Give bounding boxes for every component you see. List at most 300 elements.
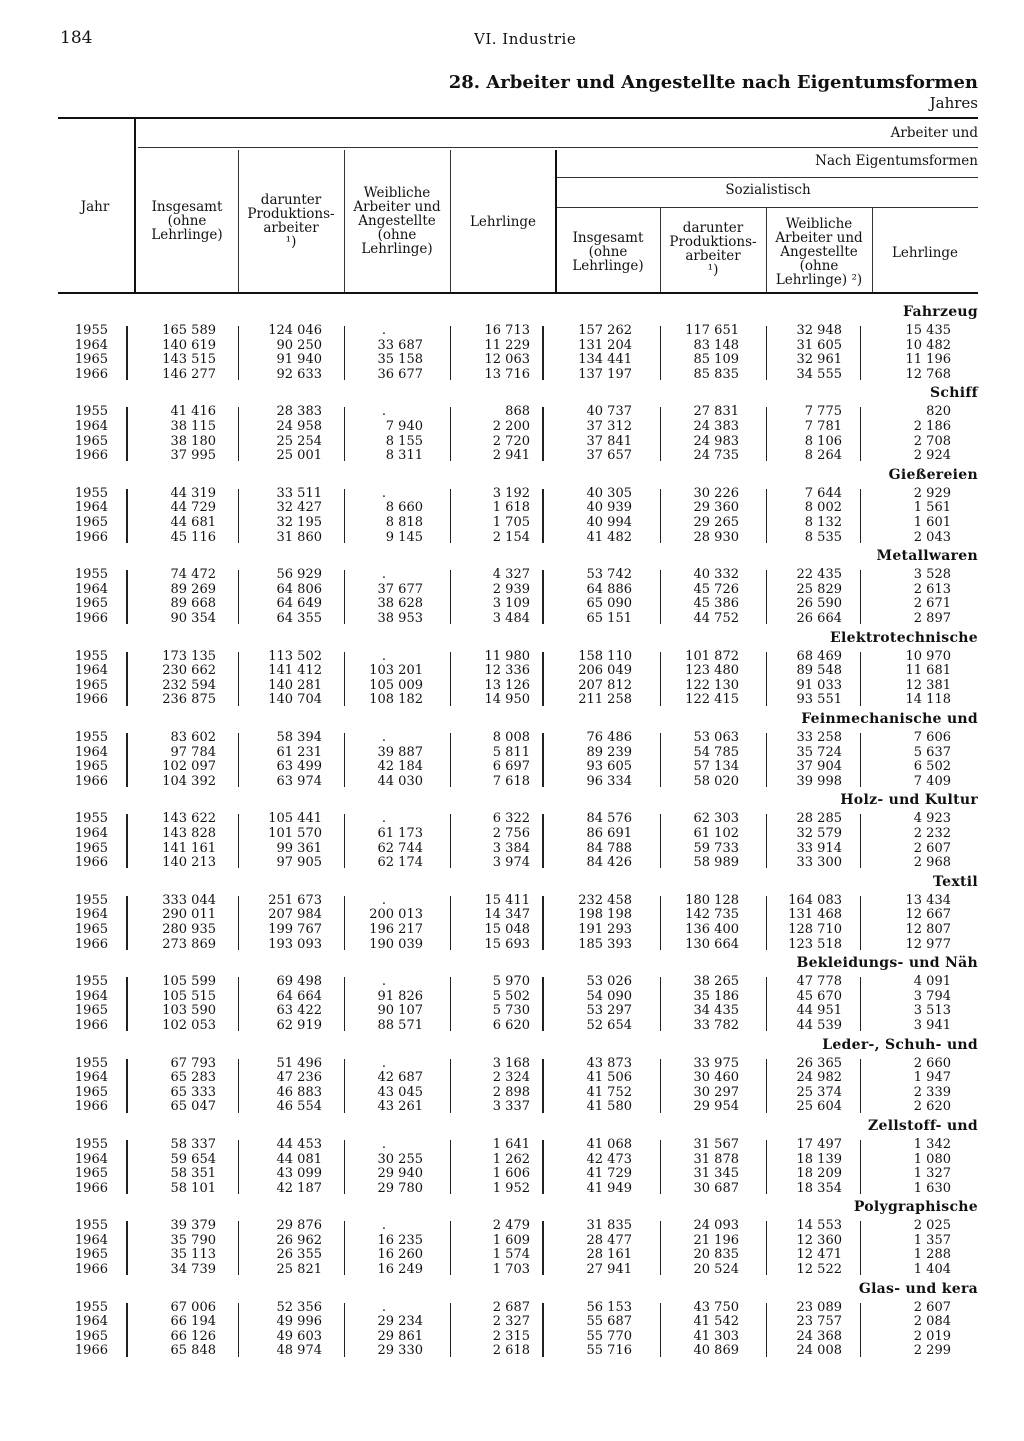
value-cell: 44 681 [170, 514, 216, 530]
value-cell: 2 327 [492, 1314, 530, 1330]
category-label: Polygraphische [853, 1199, 978, 1216]
value-cell: 53 297 [586, 1003, 632, 1019]
value-cell: 61 173 [377, 825, 423, 841]
category-label: Gießereien [888, 466, 978, 483]
value-cell: 8 155 [385, 433, 423, 449]
column-rule [450, 814, 451, 868]
value-cell: 232 594 [162, 677, 216, 693]
value-cell: 12 360 [796, 1232, 842, 1248]
value-cell: 24 983 [693, 433, 739, 449]
group-rule-2 [556, 177, 978, 178]
value-cell: 21 196 [693, 1232, 739, 1248]
value-cell: 128 710 [788, 921, 842, 937]
value-cell: 56 929 [276, 567, 322, 583]
value-cell: 4 091 [913, 974, 951, 990]
value-cell: 20 835 [693, 1247, 739, 1263]
value-cell: 868 [505, 404, 530, 420]
value-cell: 97 784 [170, 744, 216, 760]
value-cell: 89 548 [796, 663, 842, 679]
value-cell: 91 033 [796, 677, 842, 693]
column-rule [660, 733, 661, 787]
value-cell: 89 668 [170, 596, 216, 612]
column-rule [344, 896, 345, 950]
value-cell: 2 968 [913, 855, 951, 871]
value-cell: 40 737 [586, 404, 632, 420]
category-label: Schiff [930, 385, 978, 402]
value-cell: 32 961 [796, 352, 842, 368]
value-cell: 20 524 [693, 1262, 739, 1278]
table-row [0, 434, 1024, 449]
value-cell: 39 998 [796, 773, 842, 789]
value-cell: . [381, 892, 387, 908]
page-number: 184 [60, 28, 93, 48]
column-rule [660, 1059, 661, 1113]
value-cell: 28 383 [276, 404, 322, 420]
value-cell: 28 285 [796, 811, 842, 827]
value-cell: 2 154 [492, 529, 530, 545]
value-cell: 29 780 [377, 1180, 423, 1196]
column-rule [238, 1059, 239, 1113]
column-rule [344, 326, 345, 380]
year-cell: 1966 [74, 1262, 108, 1278]
table-row [0, 596, 1024, 611]
value-cell: 34 739 [170, 1262, 216, 1278]
value-cell: 97 905 [276, 855, 322, 871]
year-cell: 1966 [74, 773, 108, 789]
value-cell: 105 515 [162, 988, 216, 1004]
value-cell: 1 952 [492, 1180, 530, 1196]
year-cell: 1965 [74, 677, 108, 693]
value-cell: 37 312 [586, 418, 632, 434]
table-title: 28. Arbeiter und Angestellte nach Eigentumsformen [448, 72, 978, 93]
value-cell: 48 974 [276, 1343, 322, 1359]
column-rule [660, 489, 661, 543]
table-row [0, 338, 1024, 353]
value-cell: 67 006 [170, 1299, 216, 1315]
year-cell: 1964 [74, 988, 108, 1004]
value-cell: 207 984 [268, 907, 322, 923]
table-row [0, 730, 1024, 745]
year-cell: 1965 [74, 596, 108, 612]
year-cell: 1955 [74, 1218, 108, 1234]
value-cell: 191 293 [578, 921, 632, 937]
column-rule [126, 1140, 128, 1194]
table-subtitle: Jahres [929, 94, 978, 112]
value-cell: 67 793 [170, 1055, 216, 1071]
value-cell: 10 970 [905, 648, 951, 664]
year-cell: 1966 [74, 1099, 108, 1115]
col-divider-2 [344, 150, 345, 292]
value-cell: 34 435 [693, 1003, 739, 1019]
table-row [0, 937, 1024, 952]
header-socialist-group: Sozialistisch [725, 182, 811, 198]
value-cell: 83 148 [693, 337, 739, 353]
value-cell: 164 083 [788, 892, 842, 908]
value-cell: 53 026 [586, 974, 632, 990]
year-cell: 1955 [74, 1055, 108, 1071]
value-cell: 45 670 [796, 988, 842, 1004]
value-cell: 28 477 [586, 1232, 632, 1248]
column-rule [766, 1059, 767, 1113]
column-rule [766, 896, 767, 950]
value-cell: 2 687 [492, 1299, 530, 1315]
column-rule [860, 1303, 861, 1357]
column-rule [766, 1221, 767, 1275]
column-rule [542, 1221, 544, 1275]
column-rule [660, 1140, 661, 1194]
value-cell: 64 355 [276, 610, 322, 626]
table-row [0, 759, 1024, 774]
value-cell: 7 940 [385, 418, 423, 434]
table-row [0, 1300, 1024, 1315]
value-cell: 140 619 [162, 337, 216, 353]
value-cell: 16 260 [377, 1247, 423, 1263]
value-cell: 6 502 [913, 759, 951, 775]
table-row [0, 1166, 1024, 1181]
value-cell: 16 713 [484, 323, 530, 338]
year-cell: 1965 [74, 352, 108, 368]
value-cell: 32 195 [276, 514, 322, 530]
value-cell: 1 703 [492, 1262, 530, 1278]
value-cell: 40 869 [693, 1343, 739, 1359]
value-cell: 230 662 [162, 663, 216, 679]
table-row [0, 567, 1024, 582]
value-cell: 35 186 [693, 988, 739, 1004]
value-cell: 2 939 [492, 581, 530, 597]
value-cell: 38 115 [170, 418, 216, 434]
table-row [0, 1314, 1024, 1329]
column-rule [860, 733, 861, 787]
value-cell: 32 427 [276, 500, 322, 516]
value-cell: . [381, 404, 387, 420]
column-rule [766, 814, 767, 868]
value-cell: . [381, 811, 387, 827]
table-row [0, 582, 1024, 597]
table-row [0, 826, 1024, 841]
table-row [0, 1085, 1024, 1100]
value-cell: 136 400 [685, 921, 739, 937]
value-cell: 33 782 [693, 1017, 739, 1033]
value-cell: 37 841 [586, 433, 632, 449]
table-row [0, 486, 1024, 501]
year-cell: 1965 [74, 514, 108, 530]
column-rule [660, 896, 661, 950]
value-cell: 42 184 [377, 759, 423, 775]
value-cell: 3 192 [492, 485, 530, 501]
value-cell: 37 677 [377, 581, 423, 597]
value-cell: 62 744 [377, 840, 423, 856]
value-cell: 251 673 [268, 892, 322, 908]
value-cell: 55 716 [586, 1343, 632, 1359]
value-cell: 207 812 [578, 677, 632, 693]
value-cell: 58 020 [693, 773, 739, 789]
value-cell: 76 486 [586, 729, 632, 745]
column-rule [450, 1059, 451, 1113]
value-cell: 31 860 [276, 529, 322, 545]
header-year: Jahr [80, 199, 110, 215]
value-cell: 31 605 [796, 337, 842, 353]
year-cell: 1964 [74, 744, 108, 760]
value-cell: . [381, 1218, 387, 1234]
value-cell: 25 001 [276, 448, 322, 464]
value-cell: 11 980 [484, 648, 530, 664]
value-cell: 7 618 [492, 773, 530, 789]
column-rule [450, 570, 451, 624]
column-rule [344, 1303, 345, 1357]
header-col-total: Insgesamt (ohne Lehrlinge) [151, 199, 223, 243]
value-cell: 84 426 [586, 855, 632, 871]
year-cell: 1964 [74, 581, 108, 597]
value-cell: 3 528 [913, 567, 951, 583]
value-cell: 49 603 [276, 1328, 322, 1344]
table-row [0, 1343, 1024, 1358]
value-cell: 200 013 [369, 907, 423, 923]
value-cell: 12 471 [796, 1247, 842, 1263]
value-cell: 14 118 [905, 692, 951, 708]
value-cell: 43 045 [377, 1084, 423, 1100]
table-row [0, 745, 1024, 760]
value-cell: 7 409 [913, 773, 951, 789]
value-cell: 211 258 [578, 692, 632, 708]
year-cell: 1955 [74, 729, 108, 745]
year-cell: 1966 [74, 1343, 108, 1359]
value-cell: 53 063 [693, 729, 739, 745]
value-cell: 44 319 [170, 485, 216, 501]
value-cell: 2 084 [913, 1314, 951, 1330]
value-cell: 2 756 [492, 825, 530, 841]
value-cell: 4 923 [913, 811, 951, 827]
column-rule [344, 814, 345, 868]
column-rule [344, 1221, 345, 1275]
table-group [0, 544, 1024, 625]
column-rule [238, 1221, 239, 1275]
year-cell: 1964 [74, 1314, 108, 1330]
value-cell: 2 924 [913, 448, 951, 464]
column-rule [542, 326, 544, 380]
year-cell: 1965 [74, 759, 108, 775]
value-cell: 41 482 [586, 529, 632, 545]
value-cell: 93 605 [586, 759, 632, 775]
column-rule [542, 733, 544, 787]
value-cell: 333 044 [162, 892, 216, 908]
value-cell: 3 337 [492, 1099, 530, 1115]
column-rule [542, 652, 544, 706]
year-cell: 1966 [74, 448, 108, 464]
value-cell: 35 790 [170, 1232, 216, 1248]
column-rule [238, 814, 239, 868]
value-cell: 65 047 [170, 1099, 216, 1115]
value-cell: 3 109 [492, 596, 530, 612]
table-row [0, 1070, 1024, 1085]
header-bottom-rule [58, 292, 978, 294]
value-cell: 28 930 [693, 529, 739, 545]
value-cell: 101 872 [685, 648, 739, 664]
value-cell: 52 654 [586, 1017, 632, 1033]
value-cell: 58 101 [170, 1180, 216, 1196]
column-rule [238, 977, 239, 1031]
value-cell: 64 664 [276, 988, 322, 1004]
value-cell: 41 752 [586, 1084, 632, 1100]
header-col-soc-production: darunter Produktions- arbeiter ¹) [669, 220, 757, 278]
value-cell: 102 097 [162, 759, 216, 775]
value-cell: 290 011 [162, 907, 216, 923]
year-cell: 1966 [74, 610, 108, 626]
column-rule [344, 407, 345, 461]
value-cell: 9 145 [385, 529, 423, 545]
value-cell: 1 606 [492, 1166, 530, 1182]
table-group [0, 870, 1024, 951]
value-cell: 3 513 [913, 1003, 951, 1019]
value-cell: 84 788 [586, 840, 632, 856]
year-cell: 1964 [74, 418, 108, 434]
value-cell: 1 080 [913, 1151, 951, 1167]
value-cell: 65 333 [170, 1084, 216, 1100]
column-rule [860, 489, 861, 543]
value-cell: 85 109 [693, 352, 739, 368]
column-rule [766, 489, 767, 543]
value-cell: 24 982 [796, 1070, 842, 1086]
column-rule [344, 977, 345, 1031]
value-cell: 206 049 [578, 663, 632, 679]
value-cell: 18 354 [796, 1180, 842, 1196]
column-rule [238, 489, 239, 543]
value-cell: 58 351 [170, 1166, 216, 1182]
value-cell: 65 090 [586, 596, 632, 612]
value-cell: 7 606 [913, 729, 951, 745]
value-cell: 1 327 [913, 1166, 951, 1182]
value-cell: 11 229 [484, 337, 530, 353]
value-cell: 43 750 [693, 1299, 739, 1315]
value-cell: 49 996 [276, 1314, 322, 1330]
table-row [0, 367, 1024, 382]
col-divider-7 [872, 208, 873, 292]
value-cell: 198 198 [578, 907, 632, 923]
value-cell: 25 374 [796, 1084, 842, 1100]
value-cell: . [381, 1136, 387, 1152]
value-cell: 65 283 [170, 1070, 216, 1086]
value-cell: 7 781 [804, 418, 842, 434]
table-row [0, 1262, 1024, 1277]
value-cell: 1 404 [913, 1262, 951, 1278]
category-label: Metallwaren [876, 548, 978, 565]
value-cell: 41 068 [586, 1136, 632, 1152]
value-cell: 28 161 [586, 1247, 632, 1263]
column-rule [344, 733, 345, 787]
value-cell: 12 667 [905, 907, 951, 923]
value-cell: 173 135 [162, 648, 216, 664]
table-row [0, 1329, 1024, 1344]
column-rule [344, 1140, 345, 1194]
year-cell: 1965 [74, 1247, 108, 1263]
value-cell: 33 914 [796, 840, 842, 856]
value-cell: 1 561 [913, 500, 951, 516]
value-cell: 10 482 [905, 337, 951, 353]
value-cell: 2 299 [913, 1343, 951, 1359]
value-cell: 46 554 [276, 1099, 322, 1115]
value-cell: 46 883 [276, 1084, 322, 1100]
column-rule [126, 733, 128, 787]
column-rule [860, 1140, 861, 1194]
value-cell: 64 886 [586, 581, 632, 597]
value-cell: 6 620 [492, 1017, 530, 1033]
value-cell: 33 300 [796, 855, 842, 871]
column-rule [238, 326, 239, 380]
table-group [0, 463, 1024, 544]
value-cell: 44 453 [276, 1136, 322, 1152]
table-row [0, 811, 1024, 826]
group-rule-3 [556, 207, 978, 208]
value-cell: 3 484 [492, 610, 530, 626]
column-rule [126, 1059, 128, 1113]
value-cell: 47 778 [796, 974, 842, 990]
value-cell: 43 873 [586, 1055, 632, 1071]
column-rule [238, 407, 239, 461]
column-rule [344, 489, 345, 543]
table-row [0, 1056, 1024, 1071]
value-cell: 29 940 [377, 1166, 423, 1182]
value-cell: 89 269 [170, 581, 216, 597]
value-cell: 1 342 [913, 1136, 951, 1152]
value-cell: 26 962 [276, 1232, 322, 1248]
category-label: Fahrzeug [902, 304, 978, 320]
value-cell: 14 347 [484, 907, 530, 923]
value-cell: 113 502 [268, 648, 322, 664]
value-cell: 62 303 [693, 811, 739, 827]
value-cell: 2 671 [913, 596, 951, 612]
value-cell: 63 974 [276, 773, 322, 789]
column-rule [238, 652, 239, 706]
value-cell: 3 974 [492, 855, 530, 871]
value-cell: 6 322 [492, 811, 530, 827]
column-rule [660, 570, 661, 624]
value-cell: 30 255 [377, 1151, 423, 1167]
column-rule [238, 896, 239, 950]
table-row [0, 678, 1024, 693]
value-cell: 33 975 [693, 1055, 739, 1071]
value-cell: 25 604 [796, 1099, 842, 1115]
value-cell: 45 726 [693, 581, 739, 597]
value-cell: 2 941 [492, 448, 530, 464]
value-cell: 61 102 [693, 825, 739, 841]
column-rule [450, 1221, 451, 1275]
category-label: Zellstoff- und [867, 1117, 978, 1134]
column-rule [542, 1140, 544, 1194]
value-cell: 1 641 [492, 1136, 530, 1152]
value-cell: 29 330 [377, 1343, 423, 1359]
value-cell: 7 775 [804, 404, 842, 420]
year-cell: 1965 [74, 840, 108, 856]
value-cell: 18 139 [796, 1151, 842, 1167]
year-cell: 1964 [74, 1070, 108, 1086]
value-cell: 2 620 [913, 1099, 951, 1115]
value-cell: 45 116 [170, 529, 216, 545]
value-cell: 29 234 [377, 1314, 423, 1330]
value-cell: 820 [926, 404, 951, 420]
value-cell: 22 435 [796, 567, 842, 583]
table-group [0, 951, 1024, 1032]
value-cell: 24 093 [693, 1218, 739, 1234]
value-cell: 90 107 [377, 1003, 423, 1019]
value-cell: 24 008 [796, 1343, 842, 1359]
value-cell: 83 602 [170, 729, 216, 745]
value-cell: 55 770 [586, 1328, 632, 1344]
value-cell: 180 128 [685, 892, 739, 908]
value-cell: 47 236 [276, 1070, 322, 1086]
value-cell: 1 630 [913, 1180, 951, 1196]
table-body [0, 300, 1024, 1358]
value-cell: 2 618 [492, 1343, 530, 1359]
column-rule [766, 570, 767, 624]
